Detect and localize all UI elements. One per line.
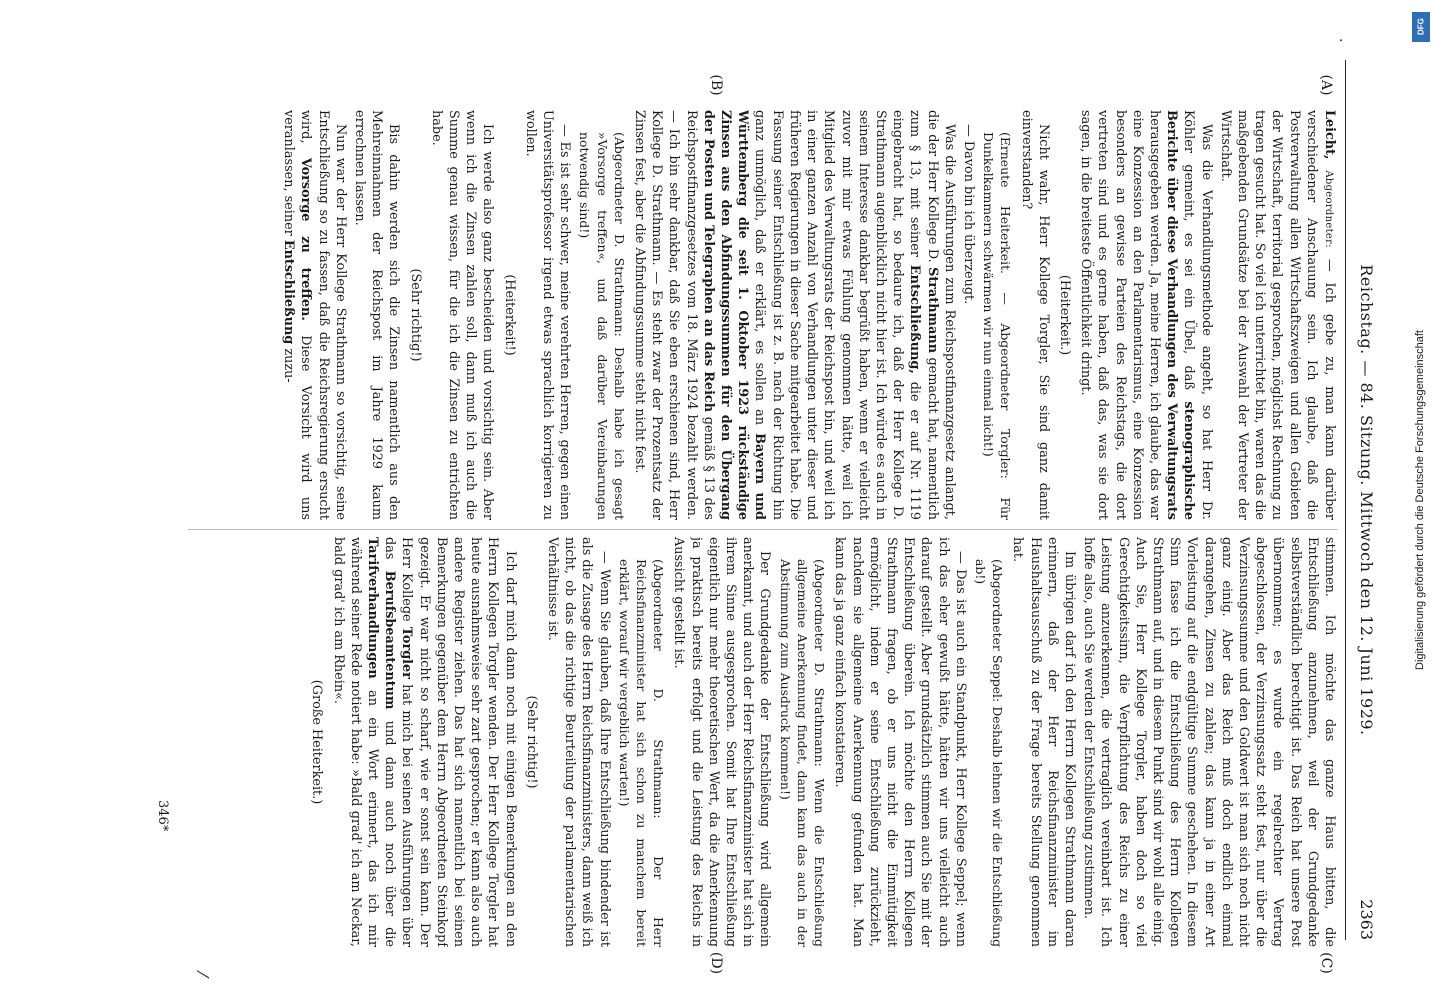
interjection: (Große Heiterkeit.)	[309, 679, 325, 805]
paragraph: — Davon bin ich überzeugt.	[960, 124, 976, 305]
paragraph-text: gemäß § 13 des Reichspostfinanzgesetzes vom 18. März 1924 bezahlt werden. — Ich bin sehr dankbar, daß Sie eben erschienen sind, Herr Kollege D. Strathmann. — Es steht zwar der Prozentsatz der Zinsen fest, aber die Abfindungssumme steht nicht fest.	[632, 110, 716, 520]
digitization-credit-strip	[1408, 0, 1434, 1000]
dot-mark: ·	[1332, 38, 1348, 43]
paragraph-text: gemacht hat, namentlich zum § 13, mit seiner	[907, 110, 940, 520]
paragraph-text: herausgegeben werden. Ja, meine Herren, ich glaube, das war eine Konzession an den Parlamentarismus, eine Konzession besonders an gewisse Parteien des Reichstags, die dort vertreten sind und es gerne haben, daß das, was sie dort sagen, in die breiteste Öffentlichkeit dringt.	[1078, 110, 1162, 520]
interjection: (Abgeordneter D. Strathmann: Wenn die Entschließung allgemeine Anerkennung findet, dann kann das auch in der Abstimmung zum Ausdruck kommen!)	[777, 559, 828, 947]
column-divider	[188, 529, 1338, 530]
interjection: (Abgeordneter D. Strathmann: Der Herr Reichsfinanzminister hat sich schon zu manchem bereit erklärt, worauf wir vergeblich warten!)	[616, 559, 667, 947]
paragraph: — Wenn Sie glauben, daß Ihre Entschließung bindender ist als die Zusage des Herrn Reichsfinanzministers, dann weiß ich nicht, ob das die richtige Beurteilung der parlamentarischen Verhältnisse ist.	[545, 537, 612, 947]
emphasis: Bayern und Württemberg die seit 1. Oktober 1923 rückständige Zinsen aus den Abfindungssummen für den Übergang der Posten und Telegraphen an das Reich	[700, 110, 768, 520]
paragraph	[329, 537, 518, 947]
interjection: (Sehr richtig!)	[407, 268, 423, 362]
margin-tick-mark: ⁄	[193, 973, 212, 976]
emphasis: Berufsbeamtentum	[382, 570, 398, 710]
interjection: (Erneute Heiterkeit. — Abgeordneter Torgler: Für Dunkelkammern schwärmen wir nun einmal nicht!)	[981, 132, 1014, 520]
margin-letter-b: (B)	[708, 74, 724, 96]
interjection: (Heiterkeit.)	[1056, 274, 1072, 356]
margin-letter-c: (C)	[1318, 952, 1334, 974]
speaker-name: Leicht,	[1322, 110, 1337, 160]
right-column	[178, 537, 1338, 947]
interjection: (Heiterkeit!)	[501, 274, 517, 356]
speaker-tag: Abgeordneter:	[1323, 170, 1334, 248]
page-number: 2363	[1357, 899, 1376, 940]
paragraph: Der Grundgedanke der Entschließung wird allgemein anerkannt, und auch der Herr Reichsfinanzminister hat sich in ihrem Sinne ausgesprochen. Somit hat Ihre Entschließung eigentlich nur mehr theoretischen Wert, da die Anerkennung ja praktisch bereits erfolgt und die Leistung des Reichs in Aussicht gestellt ist.	[671, 537, 773, 947]
paragraph-text: Was die Verhandlungsmethode angeht, so hat Herr Dr. Köhler gemeint, es sei ein Übel, daß	[1181, 110, 1214, 520]
running-head: Reichstag. — 84. Sitzung. Mittwoch den 12. Juni 1929.	[1357, 264, 1376, 736]
interjection: (Abgeordneter D. Strathmann: Deshalb habe ich gesagt »Vorsorge treffen«, und daß darüber Vereinbarungen notwendig sind!)	[577, 132, 627, 520]
digitization-credit-text: Digitalisierung gefördert durch die Deutsche Forschungsgemeinschaft	[1414, 330, 1426, 670]
paragraph-text: an ein Wort erinnert, das ich mir während seiner Rede notiert habe: »Bald grad' ich am Neckar, bald grad' ich am Rhein«.	[330, 537, 381, 947]
paragraph	[280, 110, 349, 520]
paragraph	[1217, 110, 1338, 520]
emphasis: Strathmann	[924, 267, 940, 353]
paragraph-text: Nun war der Herr Kollege Strathmann so vorsichtig, seine Entschließung so zu fassen, daß die Reichsregierung ersucht wird,	[298, 110, 348, 520]
paragraph-text: die er auf Nr. 1119 eingebracht hat, so bedaure ich, daß der Herr Kollege D. Strathmann augenblicklich nicht hier ist. Ich würde es auch in seinem Interesse dankbar begrüßt haben, wenn er vielleicht zuvor mit mir etwas Fühlung genommen hätte, weil ich Mitglied des Verwaltungsrats der Reichspost bin, und weil ich in einer ganzen Anzahl von Verhandlungen unter dieser und früheren Regierungen in dieser Sache mitgearbeitet habe. Die Fassung seiner Entschließung ist z. B. nach der Richtung hin ganz unmöglich, daß er erklärt, es sollen an	[752, 110, 923, 520]
paragraph: — Das ist auch ein Standpunkt, Herr Kollege Seppel; wenn ich das eher gewußt hätte, hätten wir uns vielleicht auch darauf gestellt. Aber grundsätzlich stimmen auch Sie mit der Entschließung überein. Ich möchte den Herrn Kollegen Strathmann fragen, ob er uns nicht die Einmütigkeit ermöglicht, indem er seine Entschließung zurückzieht, nachdem sie allgemeine Anerkennung gefunden hat. Man kann das ja ganz einfach konstatieren.	[832, 537, 968, 947]
margin-letter-a: (A)	[1318, 74, 1334, 96]
paragraph-text: — Ich gebe zu, man kann darüber verschiedener Anschauung sein. Ich glaube, daß die Postverwaltung allen Wirtschaftszweigen und allen Gebieten der Wirtschaft, territorial gesprochen, möglichst Rechnung zu tragen gesucht hat. So viel ich unterrichtet bin, waren das die maßgebenden Grundsätze bei der Auswahl der Vertreter der Wirtschaft.	[1217, 110, 1337, 520]
paragraph: Bis dahin werden sich die Zinsen namentlich aus den Mehreinnahmen der Reichspost im Jahre 1929 kaum errechnen lassen.	[352, 110, 402, 520]
paragraph: Ich werde also ganz bescheiden und vorsichtig sein. Aber wenn ich die Zinsen zahlen soll, dann muß ich auch die Summe genau wissen, für die ich die Zinsen zu entrichten habe.	[428, 110, 496, 520]
paragraph-text: und dann auch noch über die	[382, 720, 398, 947]
header-rule	[1345, 60, 1346, 940]
emphasis: Entschließung,	[907, 264, 923, 374]
interjection: (Abgeordneter Seppel: Deshalb lehnen wir die Entschließung ab!)	[972, 559, 1006, 947]
emphasis: stenographische Berichte über diese Verhandlungen des Verwaltungsrats	[1164, 110, 1197, 520]
paragraph-text: zuzu-	[281, 348, 297, 383]
signature-mark: 346*	[155, 800, 170, 832]
paragraph: Im übrigen darf ich den Herrn Kollegen Strathmann daran erinnern, daß der Herr Reichsfinanzminister im Haushaltsausschuß zu der Frage bereits Stellung genommen hat.	[1010, 537, 1077, 947]
paragraph: Nicht wahr, Herr Kollege Torgler, Sie sind ganz damit einverstanden?	[1018, 110, 1051, 520]
paragraph	[631, 110, 958, 520]
paragraph: — Es ist sehr schwer, meine verehrten Herren, gegen einen Universitätsprofessor irgend etwas sprachlich korrigieren zu wollen.	[522, 110, 573, 520]
emphasis: Entschließung	[281, 239, 297, 345]
emphasis: Torgler	[399, 626, 415, 679]
paragraph-text: hat mich bei seinen Ausführungen über das	[382, 537, 415, 947]
paragraph: stimmen. Ich möchte das ganze Haus bitten, die Entschließung anzunehmen, weil der Grundgedanke selbstverständlich berechtigt ist. Das Reich hat unsere Post übernommen; es wurde ein regelrechter Vertrag abgeschlossen, der Verzinsungssatz steht fest, nur über die Verzinsungssumme und den Goldwert ist man sich noch nicht ganz einig. Aber das Reich muß doch endlich einmal darangehen, Zinsen zu zahlen; das kann ja in einer Art Vorleistung auf die endgültige Summe geschehen. In diesem Sinn fasse ich die Entschließung des Herrn Kollegen Strathmann auf, und in diesem Punkt sind wir wohl alle einig. Auch Sie, Herr Kollege Torgler, haben doch so viel Gerechtigkeitssinn, die Verpflichtung des Reichs zu einer Leistung anzuerkennen, die vertraglich vereinbart ist. Ich hoffe also, auch Sie werden der Entschließung zustimmen.	[1081, 537, 1337, 947]
emphasis: Tarifverhandlungen	[365, 537, 381, 679]
dfg-logo: DFG	[1412, 12, 1430, 42]
paragraph-text: Was die Ausführungen zum Reichspostfinanzgesetz anlangt, die der Herr Kollege D.	[924, 110, 957, 520]
paragraph-text: Ich darf mich dann noch mit einigen Bemerkungen an den Herrn Kollegen Torgler wenden. Der Herr Kollege Torgler hat heute ausnahmsweise sehr zart gesprochen; er kann also auch andere Register ziehen. Das hat sich namentlich bei seinen Bemerkungen gegenüber dem Herrn Abgeordneten Steinkopf gezeigt. Er war nicht so scharf, wie er sonst sein kann. Der Herr Kollege	[399, 537, 518, 947]
paragraph-text: Diese Vorsicht wird uns veranlassen, seiner	[281, 110, 314, 520]
paragraph	[1077, 110, 1215, 520]
page-header	[1350, 60, 1376, 940]
margin-letter-d: (D)	[708, 951, 724, 975]
left-column	[178, 110, 1338, 520]
interjection: (Sehr richtig!)	[523, 695, 539, 789]
emphasis: Vorsorge zu treffen.	[298, 157, 314, 321]
